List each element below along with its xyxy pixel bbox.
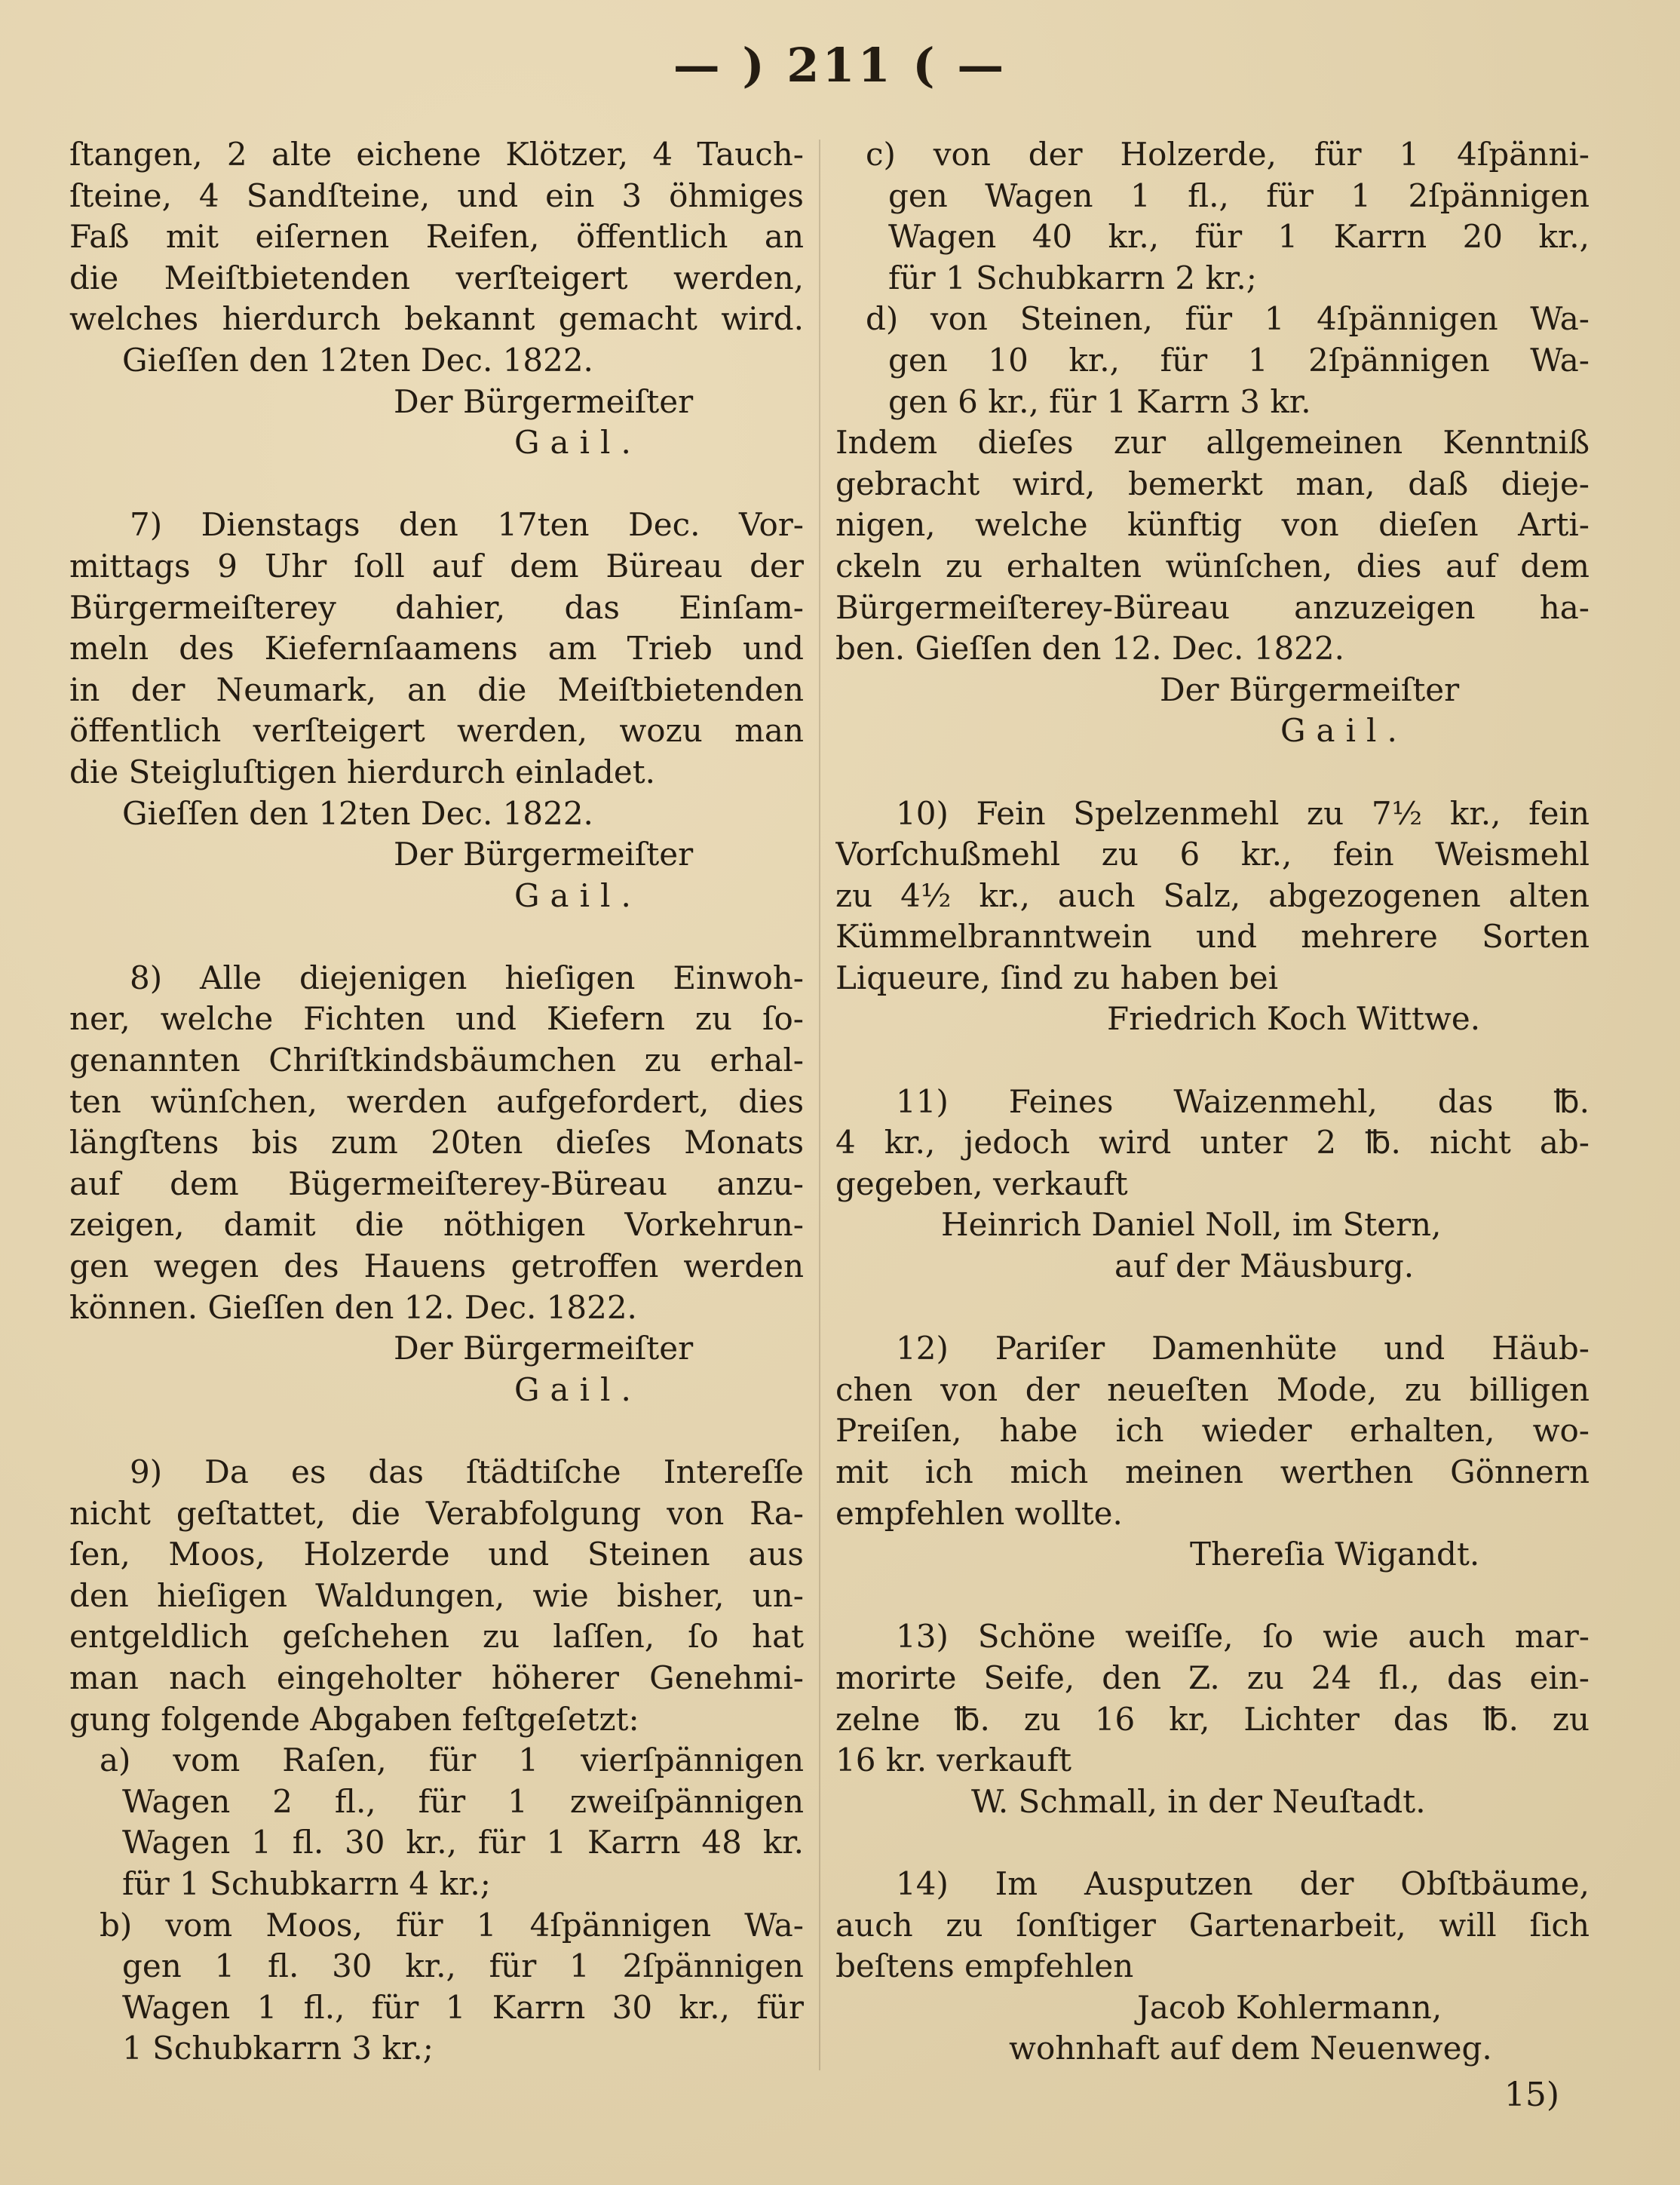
paragraph-gap [69,464,804,505]
signature-name: Gail. [514,876,642,914]
text-line: ten wünſchen, werden aufgefordert, dies [69,1082,804,1120]
list-item-b: b) vom Moos, für 1 4ſpännigen Wa- [100,1906,804,1944]
text-line: zu 4½ kr., auch Salz, abgezogenen alten [835,876,1590,914]
text-line: zeigen, damit die nöthigen Vorkehrun- [69,1206,804,1244]
text-line: Wagen 2 fl., für 1 zweiſpännigen [122,1782,804,1820]
paragraph-gap [835,1040,1590,1082]
text-line: 1 Schubkarrn 3 kr.; [122,2030,434,2067]
text-line: mittags 9 Uhr ſoll auf dem Büreau der [69,547,804,585]
text-line: Wagen 1 fl. 30 kr., für 1 Karrn 48 kr. [122,1824,804,1861]
signature-title: Der Bürgermeiſter [394,382,694,420]
signature-title: Der Bürgermeiſter [1160,671,1460,708]
advertiser-name: W. Schmall, in der Neuſtadt. [971,1782,1426,1820]
text-line: empfehlen wollte. [835,1494,1123,1532]
text-line: gung folgende Abgaben feſtgeſetzt: [69,1700,639,1738]
text-line: gen 10 kr., für 1 2ſpännigen Wa- [888,341,1590,379]
text-line: genannten Chriſtkindsbäumchen zu erhal- [69,1042,804,1079]
text-line: die Meiſtbietenden verſteigert werden, [69,259,804,296]
text-line: öffentlich verſteigert werden, wozu man [69,712,804,750]
advertiser-name: Jacob Kohlermann, [1137,1988,1442,2026]
text-line: die Steigluſtigen hierdurch einladet. [69,753,655,790]
text-line: Faß mit eiſernen Reifen, öffentlich an [69,218,804,256]
text-line: den hieſigen Waldungen, wie bisher, un- [69,1576,804,1614]
text-line: gebracht wird, bemerkt man, daß dieje- [835,465,1590,502]
text-line: ben. Gieſſen den 12. Dec. 1822. [835,630,1344,667]
text-line: gen 1 fl. 30 kr., für 1 2ſpännigen [122,1947,804,1985]
paragraph-gap [835,752,1590,793]
text-line: ſtangen, 2 alte eichene Klötzer, 4 Tauch- [69,136,804,173]
text-line: gegeben, verkauft [835,1165,1128,1202]
paragraph-gap [69,916,804,958]
place-date: Gieſſen den 12ten Dec. 1822. [122,341,593,379]
text-line: für 1 Schubkarrn 4 kr.; [122,1864,491,1902]
text-line: entgeldlich geſchehen zu laſſen, ſo hat [69,1618,804,1656]
text-line: ckeln zu erhalten wünſchen, dies auf dem [835,547,1590,585]
text-line: gen Wagen 1 fl., für 1 2ſpännigen [888,176,1590,214]
text-line: Kümmelbranntwein und mehrere Sorten [835,918,1590,956]
advertiser-name: Heinrich Daniel Noll, im Stern, [941,1206,1442,1244]
advertiser-address: auf der Mäusburg. [1114,1247,1415,1285]
signature-title: Der Bürgermeiſter [394,1330,694,1367]
right-column [835,134,1590,2070]
text-line: Indem dieſes zur allgemeinen Kenntniß [835,424,1590,462]
paragraph-gap [835,1576,1590,1617]
list-item-d: d) von Steinen, für 1 4ſpännigen Wa- [866,300,1590,338]
notice-10-first-line: 10) Fein Spelzenmehl zu 7½ kr., fein [896,794,1590,832]
list-item-c: c) von der Holzerde, für 1 4ſpänni- [866,136,1590,173]
text-line: 16 kr. verkauft [835,1742,1072,1779]
text-line: beſtens empfehlen [835,1947,1134,1985]
signature-name: Gail. [514,1370,642,1408]
text-line: Bürgermeiſterey dahier, das Einſam- [69,588,804,626]
notice-8-first-line: 8) Alle diejenigen hieſigen Einwoh- [130,959,804,996]
text-line: Wagen 1 fl., für 1 Karrn 30 kr., für [122,1988,804,2026]
text-line: auch zu ſonſtiger Gartenarbeit, will ſich [835,1906,1590,1944]
catchword: 15) [1504,2076,1559,2114]
text-line: Vorſchußmehl zu 6 kr., fein Weismehl [835,836,1590,873]
notice-13-first-line: 13) Schöne weiſſe, ſo wie auch mar- [896,1618,1590,1656]
text-line: 4 kr., jedoch wird unter 2 ℔. nicht ab- [835,1124,1590,1162]
text-line: gen 6 kr., für 1 Karrn 3 kr. [888,382,1311,420]
text-line: ſteine, 4 Sandſteine, und ein 3 öhmiges [69,176,804,214]
text-line: chen von der neueſten Mode, zu billigen [835,1370,1590,1408]
left-column [69,134,804,2070]
text-line: nigen, welche künftig von dieſen Arti- [835,506,1590,544]
notice-11-first-line: 11) Feines Waizenmehl, das ℔. [896,1082,1590,1120]
text-line: ſen, Moos, Holzerde und Steinen aus [69,1536,804,1573]
text-line: ner, welche Fichten und Kiefern zu ſo- [69,1000,804,1038]
text-line: gen wegen des Hauens getroffen werden [69,1247,804,1285]
paragraph-gap [69,1410,804,1452]
advertiser-address: wohnhaft auf dem Neuenweg. [1009,2030,1492,2067]
text-line: welches hierdurch bekannt gemacht wird. [69,300,804,338]
text-line: Wagen 40 kr., für 1 Karrn 20 kr., [888,218,1590,256]
notice-14-first-line: 14) Im Ausputzen der Obſtbäume, [896,1864,1590,1902]
text-line: mit ich mich meinen werthen Gönnern [835,1453,1590,1490]
column-divider [819,140,820,2070]
notice-9-first-line: 9) Da es das ſtädtiſche Intereſſe [130,1453,804,1490]
text-line: Preiſen, habe ich wieder erhalten, wo- [835,1412,1590,1450]
paragraph-gap [835,1287,1590,1329]
text-line: für 1 Schubkarrn 2 kr.; [888,259,1257,296]
place-date: Gieſſen den 12ten Dec. 1822. [122,794,593,832]
advertiser-name: Friedrich Koch Wittwe. [1107,1000,1481,1038]
signature-name: Gail. [514,424,642,462]
notice-12-first-line: 12) Pariſer Damenhüte und Häub- [896,1330,1590,1367]
paragraph-gap [835,1822,1590,1864]
text-line: längſtens bis zum 20ten dieſes Monats [69,1124,804,1162]
text-line: meln des Kiefernſaamens am Trieb und [69,630,804,667]
text-line: nicht geſtattet, die Verabfolgung von Ra- [69,1494,804,1532]
advertiser-name: Thereſia Wigandt. [1190,1536,1480,1573]
list-item-a: a) vom Raſen, für 1 vierſpännigen [100,1742,804,1779]
text-line: Bürgermeiſterey-Büreau anzuzeigen ha- [835,588,1590,626]
page-header: — ) 211 ( — [673,38,1007,93]
notice-7-first-line: 7) Dienstags den 17ten Dec. Vor- [130,506,804,544]
text-line: zelne ℔. zu 16 kr, Lichter das ℔. zu [835,1700,1590,1738]
signature-name: Gail. [1280,712,1408,750]
text-line: man nach eingeholter höherer Genehmi- [69,1659,804,1696]
text-line: in der Neumark, an die Meiſtbietenden [69,671,804,708]
text-line: Liqueure, ſind zu haben bei [835,959,1278,996]
text-line: können. Gieſſen den 12. Dec. 1822. [69,1288,637,1326]
text-line: morirte Seife, den Z. zu 24 fl., das ein- [835,1659,1590,1696]
text-line: auf dem Bügermeiſterey-Büreau anzu- [69,1165,804,1202]
signature-title: Der Bürgermeiſter [394,836,694,873]
